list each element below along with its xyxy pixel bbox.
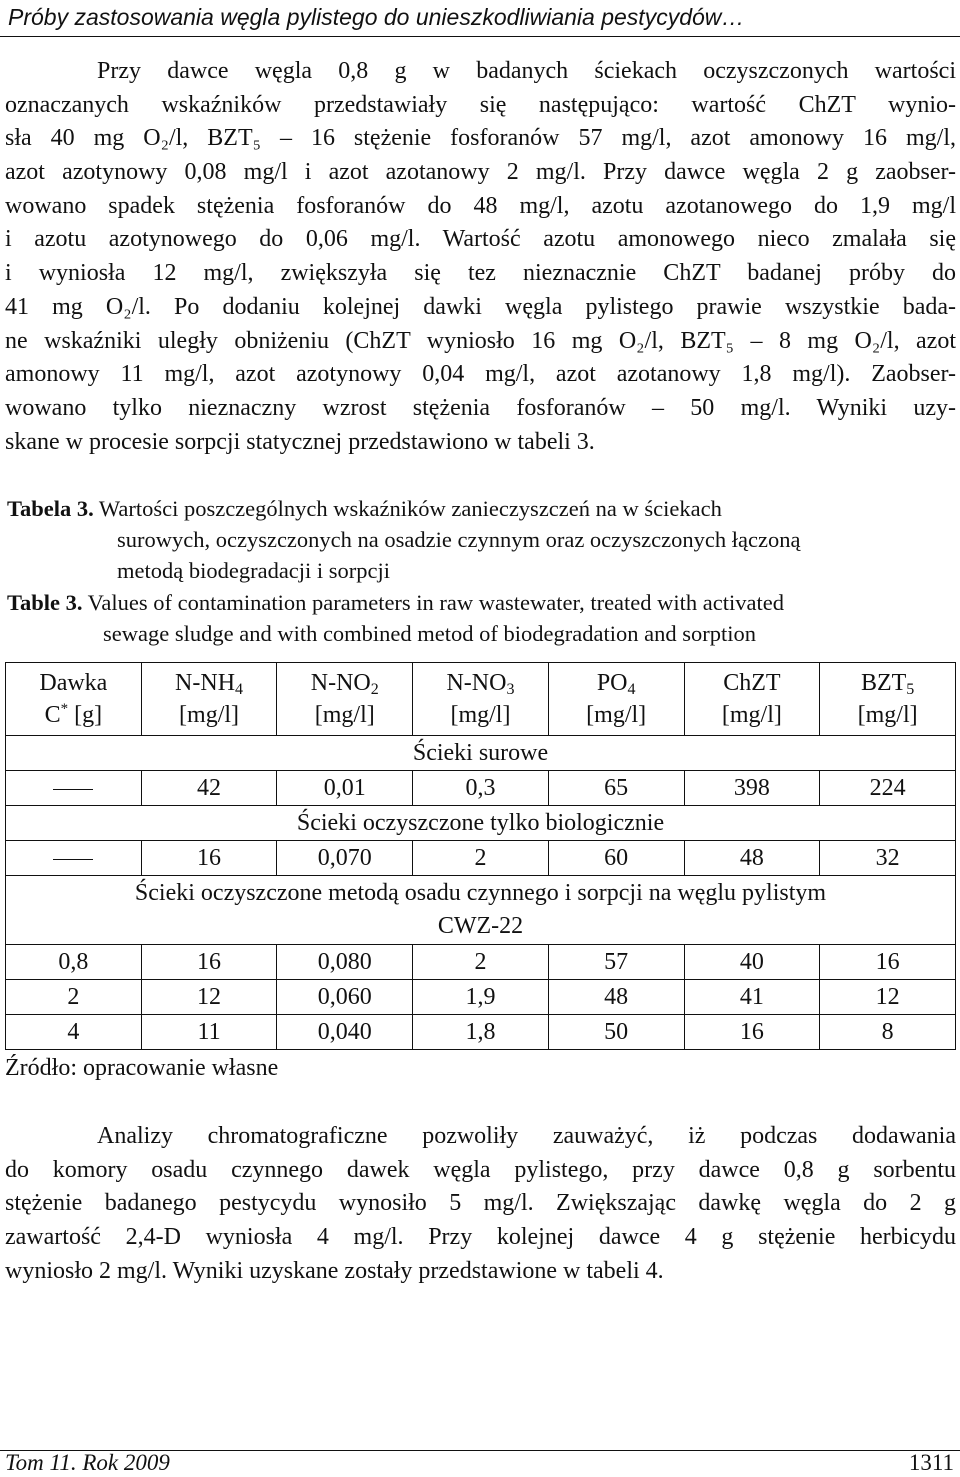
table-cell: 0,040: [277, 1015, 413, 1050]
header-sup: *: [60, 701, 69, 717]
section-row-raw: [6, 736, 956, 771]
section-title: Ścieki oczyszczone tylko biologicznie: [6, 806, 956, 841]
table-cell: 41: [684, 980, 820, 1015]
table-cell: 398: [684, 771, 820, 806]
table-row: [6, 841, 956, 876]
paragraph-line: stężenie badanego pestycydu wynosiło 5 mg/l. Zwiększając dawkę węgla do 2 g: [5, 1190, 956, 1217]
table-cell: 0,8: [6, 945, 142, 980]
dash-mark: [53, 859, 93, 860]
paragraph-1: [5, 55, 956, 459]
table-cell: 2: [413, 841, 549, 876]
table-cell: 16: [141, 841, 277, 876]
table-cell: 40: [684, 945, 820, 980]
table-cell: 32: [820, 841, 956, 876]
paragraph-line: Analizy chromatograficzne pozwoliły zauważyć, iż podczas dodawania: [97, 1123, 956, 1149]
table-cell: 57: [548, 945, 684, 980]
table-cell: 16: [820, 945, 956, 980]
caption-label: Tabela 3.: [7, 496, 94, 521]
table-cell: 60: [548, 841, 684, 876]
table-cell: 42: [141, 771, 277, 806]
table-cell: 48: [684, 841, 820, 876]
header-sub: 4: [627, 681, 636, 698]
table-cell: 16: [141, 945, 277, 980]
header-name: N-NH: [175, 670, 236, 696]
page-number: 1311: [908, 1450, 954, 1475]
paragraph-line: i wyniosła 12 mg/l, zwiększyła się tez nieznacznie ChZT badanej próby do: [5, 260, 956, 287]
caption-text: Wartości poszczególnych wskaźników zanieczyszczeń na w ściekach: [98, 496, 722, 521]
header-sub: 3: [506, 681, 515, 698]
table-cell: 1,8: [413, 1015, 549, 1050]
section-title-line: CWZ-22: [437, 913, 524, 939]
paragraph-line: wyniosło 2 mg/l. Wyniki uzyskane zostały przedstawione w tabeli 4.: [5, 1257, 664, 1284]
table-cell: 48: [548, 980, 684, 1015]
header-unit: [mg/l]: [586, 702, 647, 728]
table-row: [6, 1015, 956, 1050]
table-cell: 0,060: [277, 980, 413, 1015]
data-table: [5, 662, 956, 1050]
paragraph-line: ne wskaźniki uległy obniżeniu (ChZT wyniosło 16 mg O₂/l, BZT₅ – 8 mg O₂/l, azot: [5, 327, 956, 354]
table-cell: 1,9: [413, 980, 549, 1015]
table-cell: [6, 771, 142, 806]
table-cell: 0,3: [413, 771, 549, 806]
section-row-combined: [6, 876, 956, 945]
paragraph-line: wowano tylko nieznaczny wzrost stężenia fosforanów – 50 mg/l. Wyniki uzy-: [5, 394, 956, 421]
table-cell: 224: [820, 771, 956, 806]
header-name: BZT: [860, 670, 907, 696]
dash-mark: [53, 789, 93, 790]
table-cell: 4: [6, 1015, 142, 1050]
table-cell: 16: [684, 1015, 820, 1050]
header-cell-dose: [6, 663, 142, 736]
paragraph-line: 41 mg O₂/l. Po dodaniu kolejnej dawki węgla pylistego prawie wszystkie bada-: [5, 293, 956, 320]
header-name: ChZT: [723, 670, 781, 696]
header-cell-nno2: [277, 663, 413, 736]
running-header: Próby zastosowania węgla pylistego do unieszkodliwiania pestycydów…: [8, 4, 745, 30]
caption-text: metodą biodegradacji i sorpcji: [117, 558, 391, 583]
header-name: Dawka: [39, 670, 108, 696]
table-cell: 2: [6, 980, 142, 1015]
table-cell: 2: [413, 945, 549, 980]
caption-label: Table 3.: [7, 590, 83, 615]
header-sub: 5: [906, 681, 915, 698]
paragraph-line: zawartość 2,4-D wyniosła 4 mg/l. Przy kolejnej dawce 4 g stężenie herbicydu: [5, 1224, 956, 1251]
caption-text: surowych, oczyszczonych na osadzie czynnym oraz oczyszczonych łączoną: [117, 527, 801, 552]
header-rule: [0, 36, 960, 37]
table-cell: 12: [141, 980, 277, 1015]
table-row: [6, 980, 956, 1015]
header-cell-nno3: [413, 663, 549, 736]
paragraph-line: oznaczanych wskaźników przedstawiały się następująco: wartość ChZT wynio-: [5, 91, 956, 118]
table-row: [6, 771, 956, 806]
footer-journal: Tom 11. Rok 2009: [5, 1450, 170, 1475]
table-caption-pl: [7, 493, 957, 586]
table-cell: 0,01: [277, 771, 413, 806]
paragraph-2: [5, 1120, 956, 1288]
header-name: N-NO: [446, 670, 507, 696]
header-unit: [mg/l]: [179, 702, 240, 728]
table-cell: 50: [548, 1015, 684, 1050]
paragraph-line: Przy dawce węgla 0,8 g w badanych ściekach oczyszczonych wartości: [97, 58, 956, 84]
paragraph-line: sła 40 mg O₂/l, BZT₅ – 16 stężenie fosforanów 57 mg/l, azot amonowy 16 mg/l,: [5, 125, 956, 152]
table-cell: 12: [820, 980, 956, 1015]
section-title: Ścieki surowe: [6, 736, 956, 771]
table-cell: 65: [548, 771, 684, 806]
paragraph-line: wowano spadek stężenia fosforanów do 48 mg/l, azotu azotanowego do 1,9 mg/l: [5, 192, 956, 219]
header-unit: [mg/l]: [314, 702, 375, 728]
header-cell-bzt5: [820, 663, 956, 736]
table-cell: [6, 841, 142, 876]
table-cell: 0,080: [277, 945, 413, 980]
table-cell: 0,070: [277, 841, 413, 876]
header-sub: 4: [235, 681, 244, 698]
section-row-biological: [6, 806, 956, 841]
header-sub: 2: [370, 681, 379, 698]
section-title-line: Ścieki oczyszczone metodą osadu czynnego i sorpcji na węglu pylistym: [134, 880, 827, 906]
caption-text: Values of contamination parameters in raw wastewater, treated with activated: [87, 590, 784, 615]
table-cell: 11: [141, 1015, 277, 1050]
header-name: N-NO: [310, 670, 371, 696]
table-cell: 8: [820, 1015, 956, 1050]
paragraph-line: skane w procesie sorpcji statycznej przedstawiono w tabeli 3.: [5, 428, 595, 455]
table-caption-en: [7, 587, 957, 649]
paragraph-line: do komory osadu czynnego dawek węgla pylistego, przy dawce 0,8 g sorbentu: [5, 1156, 956, 1183]
header-name: PO: [596, 670, 628, 696]
header-cell-nnh4: [141, 663, 277, 736]
table-header-row: [6, 663, 956, 736]
header-unit: [mg/l]: [450, 702, 511, 728]
header-cell-chzt: [684, 663, 820, 736]
paragraph-line: amonowy 11 mg/l, azot azotynowy 0,04 mg/l, azot azotanowy 1,8 mg/l). Zaobser-: [5, 361, 956, 388]
header-unit: [g]: [68, 702, 103, 728]
paragraph-line: azot azotynowy 0,08 mg/l i azot azotanowy 2 mg/l. Przy dawce węgla 2 g zaobser-: [5, 159, 956, 186]
section-title: [6, 876, 956, 945]
source-note: Źródło: opracowanie własne: [5, 1055, 279, 1081]
header-unit: [mg/l]: [721, 702, 782, 728]
caption-text: sewage sludge and with combined metod of biodegradation and sorption: [103, 621, 756, 646]
header-symbol: C: [44, 702, 61, 728]
header-unit: [mg/l]: [857, 702, 918, 728]
table-row: [6, 945, 956, 980]
header-cell-po4: [548, 663, 684, 736]
paragraph-line: i azotu azotynowego do 0,06 mg/l. Wartość azotu amonowego nieco zmalała się: [5, 226, 956, 253]
